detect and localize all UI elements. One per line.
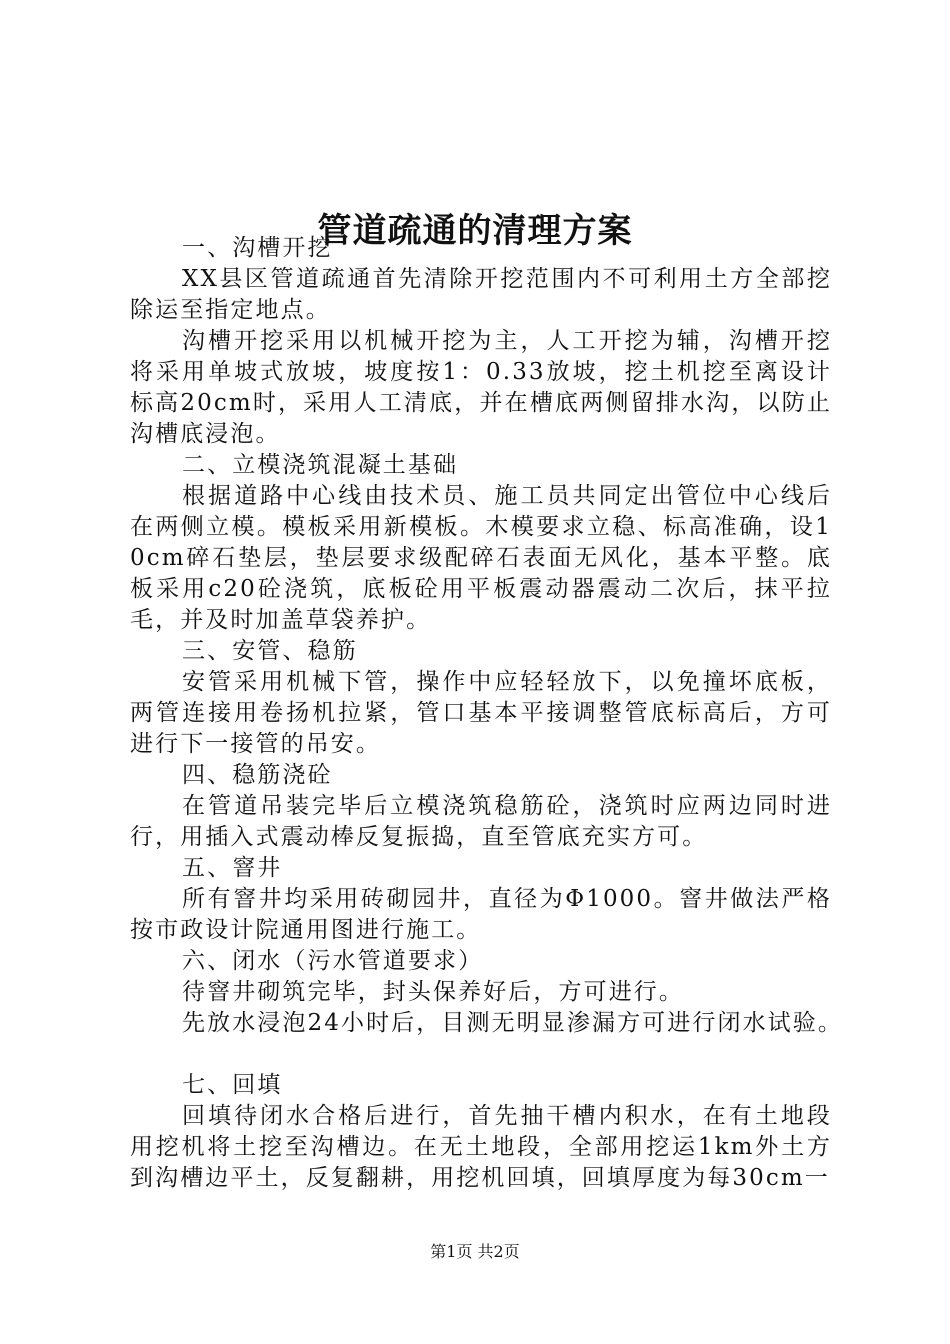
section-heading: 一、沟槽开挖 bbox=[182, 235, 333, 261]
body-paragraph: 回填待闭水合格后进行，首先抽干槽内积水，在有土地段用挖机将土挖至沟槽边。在无土地段，全部用挖运1km外土方到沟槽边平土，反复翻耕，用挖机回填，回填厚度为每30cm一 bbox=[130, 1103, 832, 1191]
body-paragraph: XX县区管道疏通首先清除开挖范围内不可利用土方全部挖除运至指定地点。 bbox=[130, 266, 832, 323]
section-heading: 五、窨井 bbox=[182, 855, 283, 881]
body-paragraph: 安管采用机械下管，操作中应轻轻放下，以免撞坏底板，两管连接用卷扬机拉紧，管口基本平接调整管底标高后，方可进行下一接管的吊安。 bbox=[130, 669, 832, 757]
section-heading: 四、稳筋浇砼 bbox=[182, 762, 333, 788]
section-heading: 三、安管、稳筋 bbox=[182, 638, 358, 664]
section-heading: 二、立模浇筑混凝土基础 bbox=[182, 452, 459, 478]
body-paragraph: 先放水浸泡24小时后，目测无明显渗漏方可进行闭水试验。 bbox=[182, 1010, 843, 1036]
paragraph-spacer bbox=[130, 1039, 832, 1070]
body-paragraph: 在管道吊装完毕后立模浇筑稳筋砼，浇筑时应两边同时进行，用插入式震动棒反复振捣，直至管底充实方可。 bbox=[130, 793, 832, 850]
document-body bbox=[130, 233, 843, 1194]
page-footer: 第1页 共2页 bbox=[430, 1242, 520, 1261]
body-paragraph: 沟槽开挖采用以机械开挖为主，人工开挖为辅，沟槽开挖将采用单坡式放坡，坡度按1：0.33放坡，挖土机挖至离设计标高20cm时，采用人工清底，并在槽底两侧留排水沟，以防止沟槽底浸泡。 bbox=[130, 328, 832, 447]
document-title: 管道疏通的清理方案 bbox=[317, 210, 633, 251]
section-heading: 七、回填 bbox=[182, 1072, 283, 1098]
body-paragraph: 根据道路中心线由技术员、施工员共同定出管位中心线后在两侧立模。模板采用新模板。木模要求立稳、标高准确，设10cm碎石垫层，垫层要求级配碎石表面无风化，基本平整。底板采用c20砼浇筑，底板砼用平板震动器震动二次后，抹平拉毛，并及时加盖草袋养护。 bbox=[130, 483, 832, 633]
body-paragraph: 所有窨井均采用砖砌园井，直径为Φ1000。窨井做法严格按市政设计院通用图进行施工。 bbox=[130, 886, 832, 943]
section-heading: 六、闭水（污水管道要求） bbox=[182, 948, 484, 974]
body-paragraph: 待窨井砌筑完毕，封头保养好后，方可进行。 bbox=[182, 979, 684, 1005]
